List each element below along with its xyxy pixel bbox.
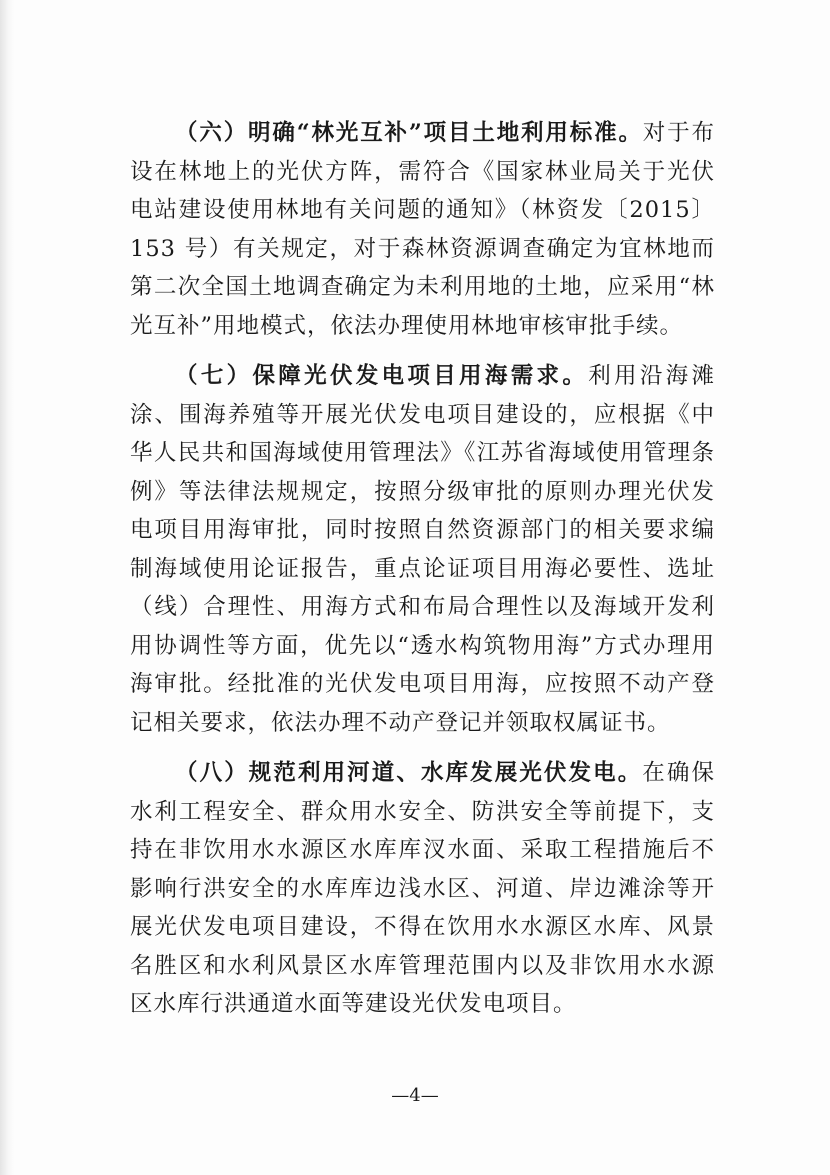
scan-edge-shadow <box>0 0 14 1175</box>
paragraph-six-body: 对于布设在林地上的光伏方阵，需符合《国家林业局关于光伏电站建设使用林地有关问题的通知》（林资发〔2015〕153 号）有关规定，对于森林资源调查确定为宜林地而第二次全国土地调查确定为未利用地的土地，应采用“林光互补”用地模式，依法办理使用林地审核审批手续。 <box>130 120 715 339</box>
paragraph-eight <box>130 754 715 1024</box>
paragraph-seven <box>130 357 715 742</box>
paragraph-seven-heading: （七）保障光伏发电项目用海需求。 <box>175 363 589 389</box>
paragraph-eight-body: 在确保水利工程安全、群众用水安全、防洪安全等前提下，支持在非饮用水水源区水库库汊水面、采取工程措施后不影响行洪安全的水库库边浅水区、河道、岸边滩涂等开展光伏发电项目建设，不得在饮用水水源区水库、风景名胜区和水利风景区水库管理范围内以及非饮用水水源区水库行洪通道水面等建设光伏发电项目。 <box>130 760 715 1017</box>
paragraph-eight-heading: （八）规范利用河道、水库发展光伏发电。 <box>175 760 643 786</box>
paragraph-six-heading: （六）明确“林光互补”项目土地利用标准。 <box>175 120 643 146</box>
paragraph-six <box>130 114 715 345</box>
document-body <box>130 114 715 1036</box>
paragraph-seven-body: 利用沿海滩涂、围海养殖等开展光伏发电项目建设的，应根据《中华人民共和国海域使用管理法》《江苏省海域使用管理条例》等法律法规规定，按照分级审批的原则办理光伏发电项目用海审批，同时按照自然资源部门的相关要求编制海域使用论证报告，重点论证项目用海必要性、选址（线）合理性、用海方式和布局合理性以及海域开发利用协调性等方面，优先以“透水构筑物用海”方式办理用海审批。经批准的光伏发电项目用海，应按照不动产登记相关要求，依法办理不动产登记并领取权属证书。 <box>130 363 715 736</box>
page-number: —4— <box>391 1085 439 1106</box>
